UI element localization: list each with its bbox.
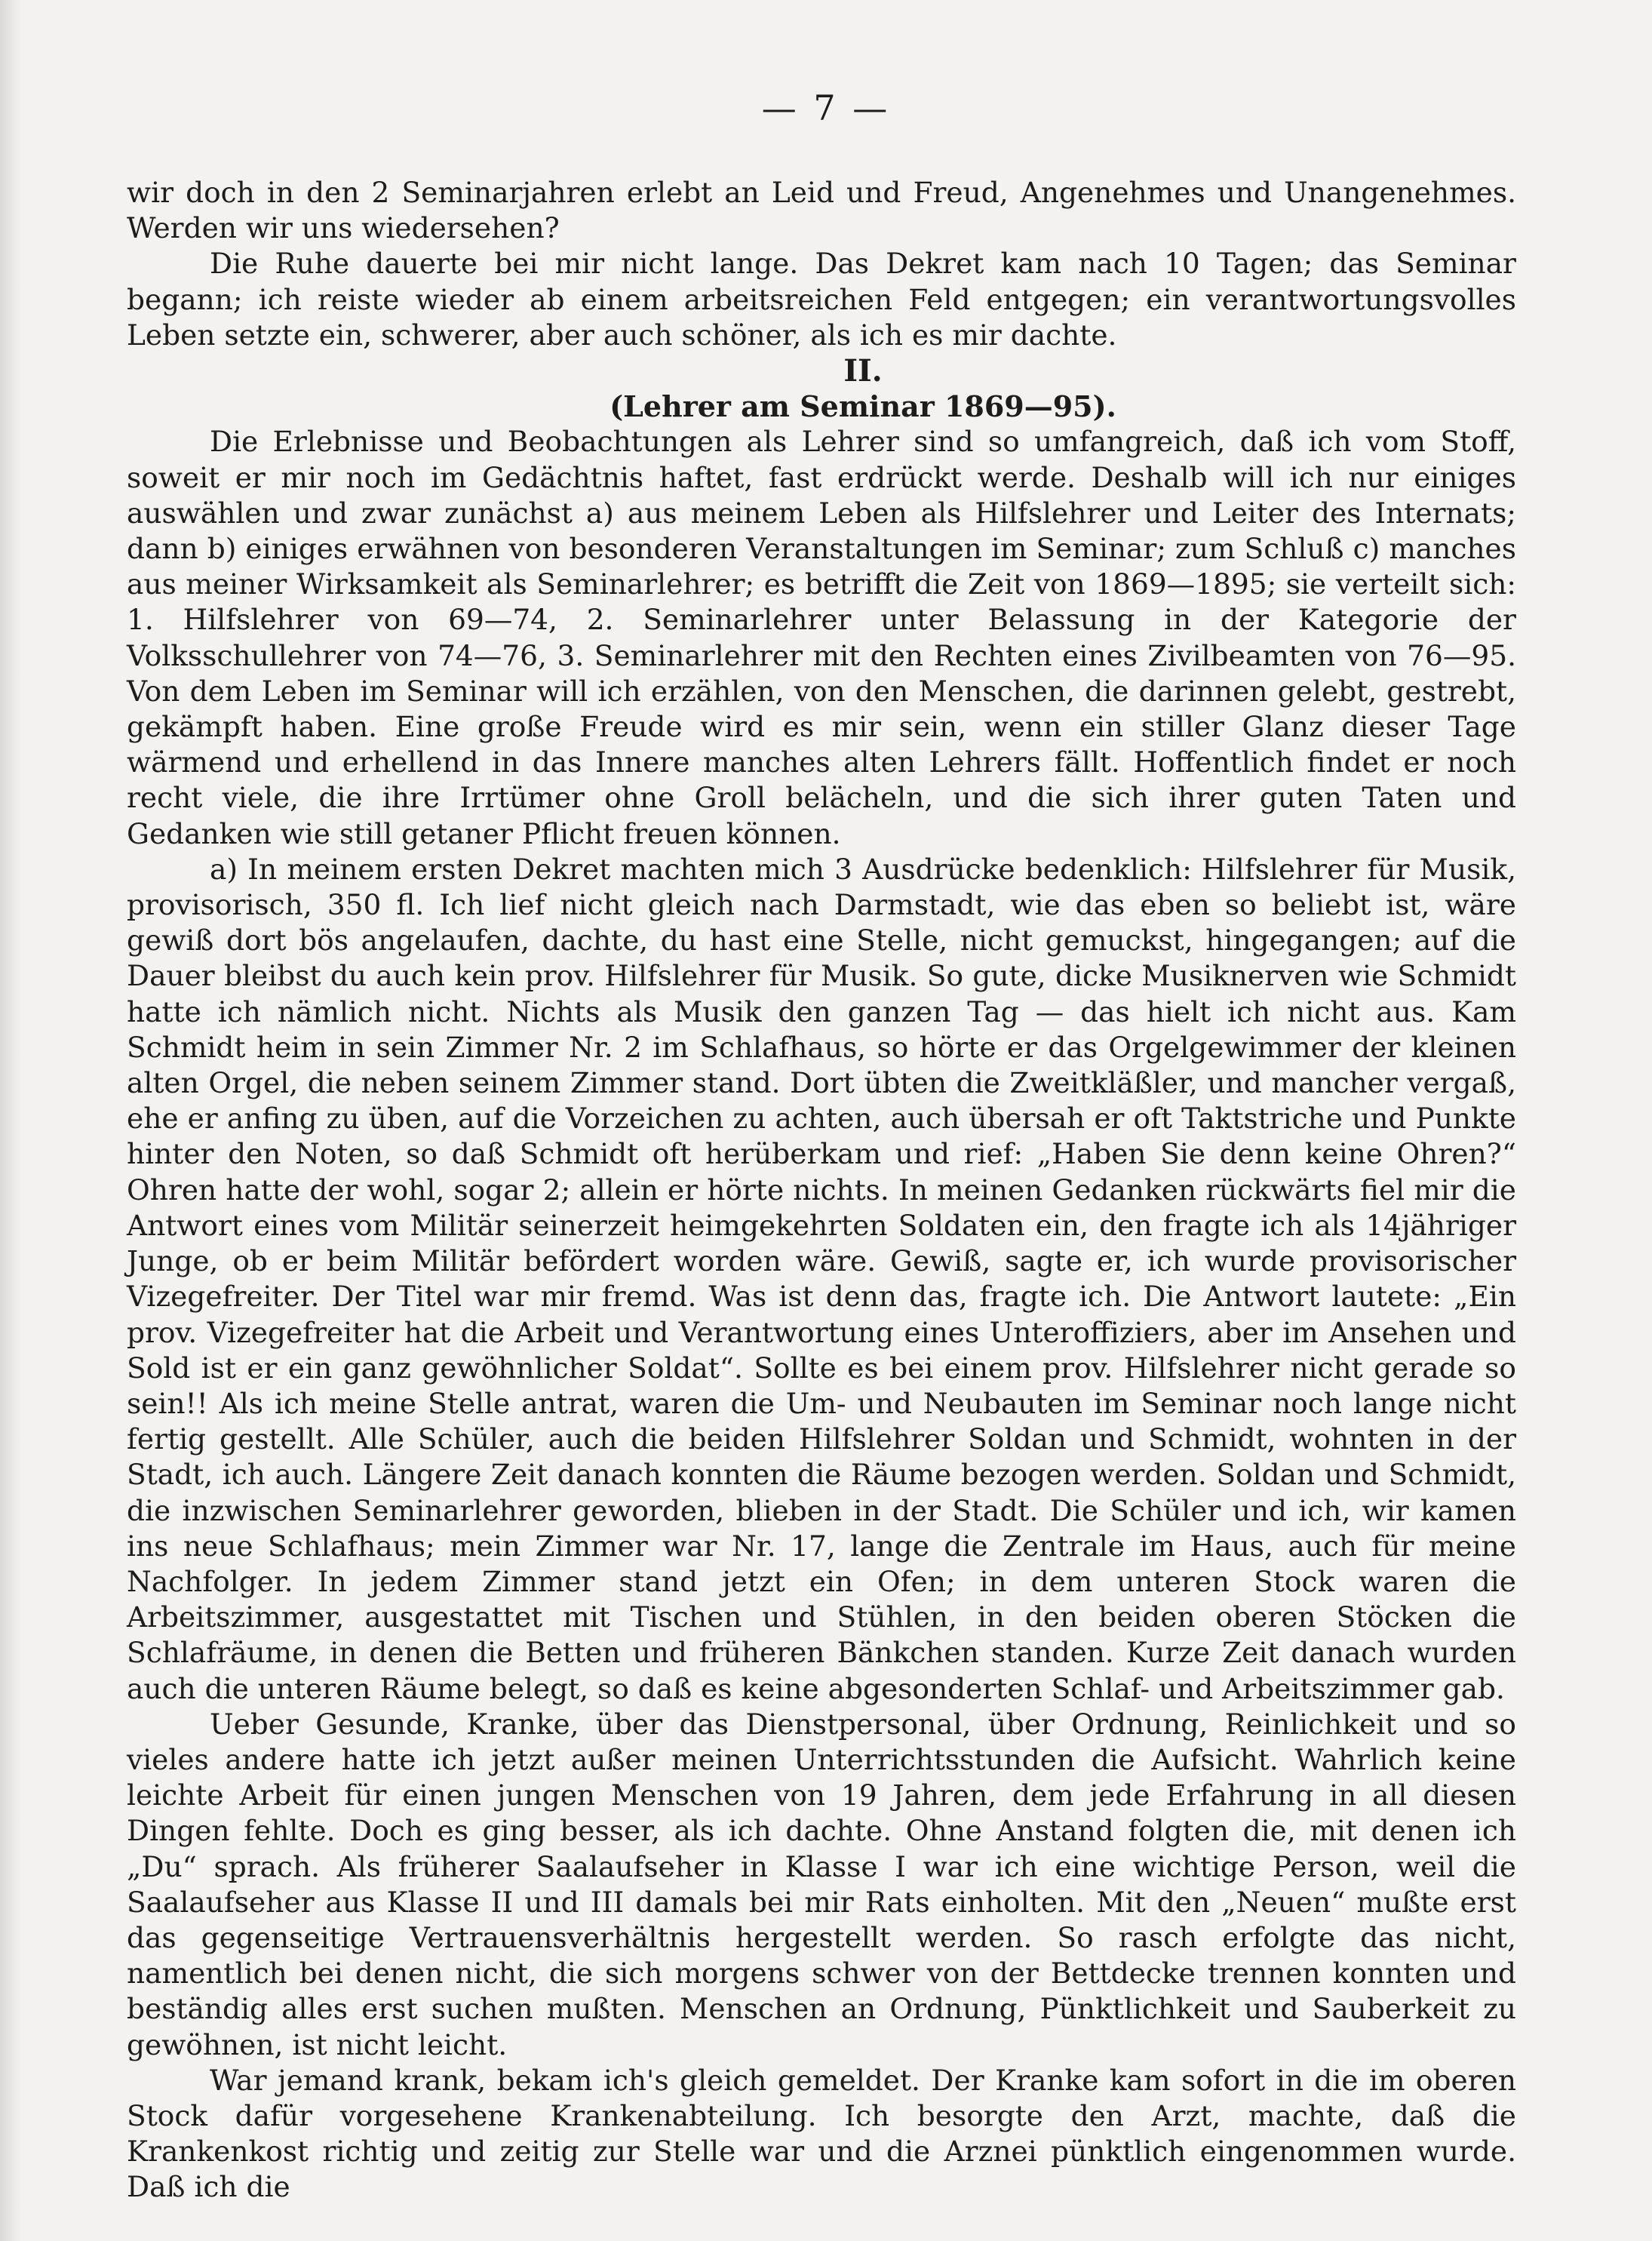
paragraph: wir doch in den 2 Seminarjahren erlebt an Leid und Freud, Angenehmes und Unangenehmes. Werden wir uns wiedersehen?	[127, 176, 1516, 245]
page-number: — 7 —	[761, 88, 891, 128]
section-title: (Lehrer am Seminar 1869—95).	[610, 389, 1116, 424]
paragraph: Die Ruhe dauerte bei mir nicht lange. Das Dekret kam nach 10 Tagen; das Seminar begann; ich reiste wieder ab einem arbeitsreichen Feld entgegen; ein verantwortungsvolles Leben setzte ein, schwerer, aber auch schöner, als ich es mir dachte.	[127, 247, 1516, 352]
paragraph: War jemand krank, bekam ich's gleich gemeldet. Der Kranke kam sofort in die im oberen Stock dafür vorgesehene Krankenabteilung. Ich besorgte den Arzt, machte, daß die Krankenkost richtig und zeitig zur Stelle war und die Arznei pünktlich eingenommen wurde. Daß ich die	[127, 2063, 1516, 2204]
paragraph: Die Erlebnisse und Beobachtungen als Lehrer sind so umfangreich, daß ich vom Stoff, soweit er mir noch im Gedächtnis haftet, fast erdrückt werde. Deshalb will ich nur einiges auswählen und zwar zunächst a) aus meinem Leben als Hilfslehrer und Leiter des Internats; dann b) einiges erwähnen von besonderen Veranstaltungen im Seminar; zum Schluß c) manches aus meiner Wirksamkeit als Seminarlehrer; es betrifft die Zeit von 1869—1895; sie verteilt sich: 1. Hilfslehrer von 69—74, 2. Seminarlehrer unter Belassung in der Kategorie der Volksschullehrer von 74—76, 3. Seminarlehrer mit den Rechten eines Zivilbeamten von 76—95. Von dem Leben im Seminar will ich erzählen, von den Menschen, die darinnen gelebt, gestrebt, gekämpft haben. Eine große Freude wird es mir sein, wenn ein stiller Glanz dieser Tage wärmend und erhellend in das Innere manches alten Lehrers fällt. Hoffentlich findet er noch recht viele, die ihre Irrtümer ohne Groll belächeln, und die sich ihrer guten Taten und Gedanken wie still getaner Pflicht freuen können.	[127, 425, 1516, 850]
paragraph: a) In meinem ersten Dekret machten mich 3 Ausdrücke bedenklich: Hilfslehrer für Musik, provisorisch, 350 fl. Ich lief nicht gleich nach Darmstadt, wie das eben so beliebt ist, wäre gewiß dort bös angelaufen, dachte, du hast eine Stelle, nicht gemuckst, hingegangen; auf die Dauer bleibst du auch kein prov. Hilfslehrer für Musik. So gute, dicke Musiknerven wie Schmidt hatte ich nämlich nicht. Nichts als Musik den ganzen Tag — das hielt ich nicht aus. Kam Schmidt heim in sein Zimmer Nr. 2 im Schlafhaus, so hörte er das Orgelgewimmer der kleinen alten Orgel, die neben seinem Zimmer stand. Dort übten die Zweitkläßler, und mancher vergaß, ehe er anfing zu üben, auf die Vorzeichen zu achten, auch übersah er oft Taktstriche und Punkte hinter den Noten, so daß Schmidt oft herüberkam und rief: „Haben Sie denn keine Ohren?“ Ohren hatte der wohl, sogar 2; allein er hörte nichts. In meinen Gedanken rückwärts fiel mir die Antwort eines vom Militär seinerzeit heimgekehrten Soldaten ein, den fragte ich als 14jähriger Junge, ob er beim Militär befördert worden wäre. Gewiß, sagte er, ich wurde provisorischer Vizegefreiter. Der Titel war mir fremd. Was ist denn das, fragte ich. Die Antwort lautete: „Ein prov. Vizegefreiter hat die Arbeit und Verantwortung eines Unteroffiziers, aber im Ansehen und Sold ist er ein ganz gewöhnlicher Soldat“. Sollte es bei einem prov. Hilfslehrer nicht gerade so sein!! Als ich meine Stelle antrat, waren die Um- und Neubauten im Seminar noch lange nicht fertig gestellt. Alle Schüler, auch die beiden Hilfslehrer Soldan und Schmidt, wohnten in der Stadt, ich auch. Längere Zeit danach konnten die Räume bezogen werden. Soldan und Schmidt, die inzwischen Seminarlehrer geworden, blieben in der Stadt. Die Schüler und ich, wir kamen ins neue Schlafhaus; mein Zimmer war Nr. 17, lange die Zentrale im Haus, auch für meine Nachfolger. In jedem Zimmer stand jetzt ein Ofen; in dem unteren Stock waren die Arbeitszimmer, ausgestattet mit Tischen und Stühlen, in den beiden oberen Stöcken die Schlafräume, in denen die Betten und früheren Bänkchen standen. Kurze Zeit danach wurden auch die unteren Räume belegt, so daß es keine abgesonderten Schlaf- und Arbeitszimmer gab.	[127, 852, 1516, 1705]
paragraph: Ueber Gesunde, Kranke, über das Dienstpersonal, über Ordnung, Reinlichkeit und so vieles andere hatte ich jetzt außer meinen Unterrichtsstunden die Aufsicht. Wahrlich keine leichte Arbeit für einen jungen Menschen von 19 Jahren, dem jede Erfahrung in all diesen Dingen fehlte. Doch es ging besser, als ich dachte. Ohne Anstand folgten die, mit denen ich „Du“ sprach. Als früherer Saalaufseher in Klasse I war ich eine wichtige Person, weil die Saalaufseher aus Klasse II und III damals bei mir Rats einholten. Mit den „Neuen“ mußte erst das gegenseitige Vertrauensverhältnis hergestellt werden. So rasch erfolgte das nicht, namentlich bei denen nicht, die sich morgens schwer von der Bettdecke trennen konnten und beständig alles erst suchen mußten. Menschen an Ordnung, Pünktlichkeit und Sauberkeit zu gewöhnen, ist nicht leicht.	[127, 1707, 1516, 2061]
scan-edge-shadow	[0, 0, 21, 2241]
body-text	[127, 175, 1516, 2206]
section-number: II.	[843, 353, 883, 389]
